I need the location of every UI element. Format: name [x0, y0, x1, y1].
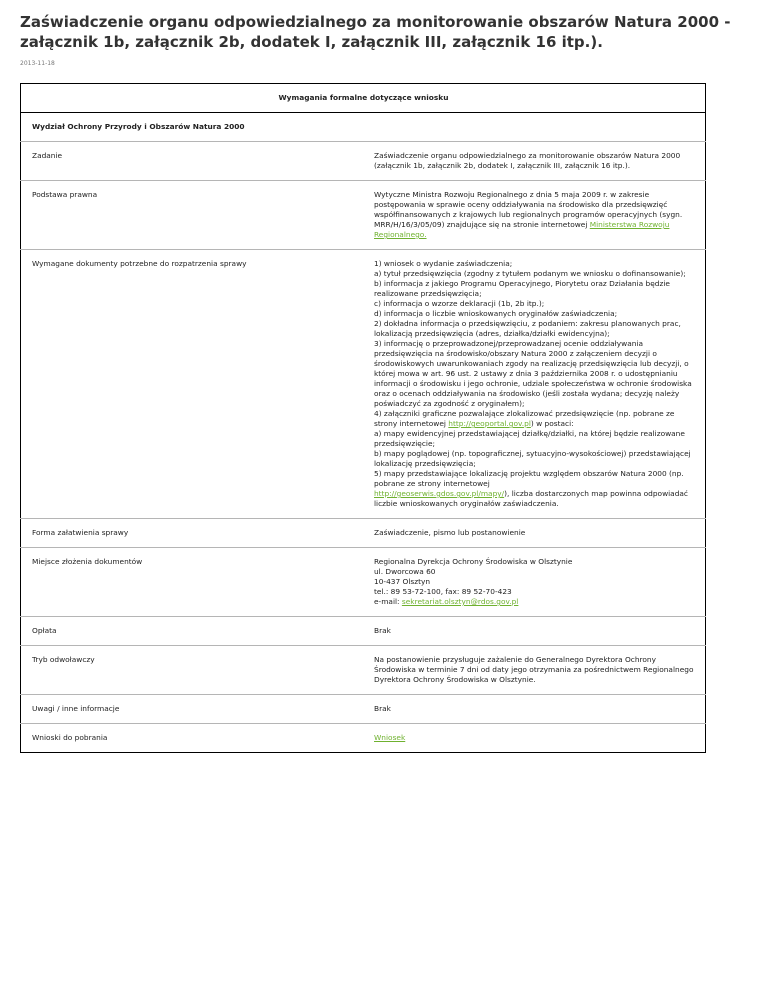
address-line: 10-437 Olsztyn [374, 577, 431, 586]
doc-line: c) informacja o wzorze deklaracji (1b, 2b itp.); [374, 299, 545, 308]
table-row [21, 724, 706, 753]
doc-line: 3) informację o przeprowadzonej/przeprowadzanej ocenie oddziaływania przedsięwzięcia na środowisko/obszary Natura 2000 z załączeniem decyzji o środowiskowych uwarunkowaniach zgody na realizację przedsięwzięcia lub decyzji, o której mowa w art. 96 ust. 2 ustawy z dnia 3 października 2008 r. o udostępnianiu informacji o środowisku i jego ochronie, udziale społeczeństwa w ochronie środowiska oraz o ocenach oddziaływania na środowisko (jeśli została wydana; decyzję należy poświadczyć za zgodność z oryginałem); [374, 339, 692, 408]
department-name: Wydział Ochrony Przyrody i Obszarów Natura 2000 [21, 113, 706, 142]
doc-line: b) mapy poglądowej (np. topograficznej, sytuacyjno-wysokościowej) przedstawiającej lokalizację przedsięwzięcia; [374, 449, 691, 468]
download-wniosek-link[interactable]: Wniosek [374, 733, 406, 742]
table-row [21, 142, 706, 181]
geoserwis-link[interactable]: http://geoserwis.gdos.gov.pl/mapy/ [374, 489, 505, 498]
table-row [21, 646, 706, 695]
row-value-wnioski [363, 724, 706, 753]
email-line [374, 597, 695, 607]
row-value-uwagi: Brak [363, 695, 706, 724]
table-row [21, 617, 706, 646]
address-line: ul. Dworcowa 60 [374, 567, 436, 576]
row-value-oplata: Brak [363, 617, 706, 646]
email-link[interactable]: sekretariat.olsztyn@rdos.gov.pl [401, 597, 519, 606]
doc-line-4-post: ) w postaci: [530, 419, 574, 428]
row-label-oplata: Opłata [21, 617, 364, 646]
podstawa-text: Wytyczne Ministra Rozwoju Regionalnego z dnia 5 maja 2009 r. w zakresie postępowania w sprawie oceny oddziaływania na środowisko dla przedsięwzięć współfinansowanych z krajowych lub regionalnych programów operacyjnych (sygn. MRR/H/16/3/05/09) znajdujące się na stronie internetowej [374, 190, 683, 229]
row-value-zadanie: Zaświadczenie organu odpowiedzialnego za monitorowanie obszarów Natura 2000 (załącznik 1b, załącznik 2b, dodatek I, załącznik III, załącznik 16 itp.). [363, 142, 706, 181]
table-row [21, 519, 706, 548]
publication-date: 2013-11-18 [20, 60, 55, 67]
row-label-miejsce: Miejsce złożenia dokumentów [21, 548, 364, 617]
table-row [21, 695, 706, 724]
doc-line-4 [374, 409, 695, 429]
table-heading-row [21, 84, 706, 113]
doc-line: a) tytuł przedsięwzięcia (zgodny z tytułem podanym we wniosku o dofinansowanie); [374, 269, 686, 278]
row-label-wnioski: Wnioski do pobrania [21, 724, 364, 753]
doc-line: b) informacja z jakiego Programu Operacyjnego, Piorytetu oraz Działania będzie realizowane przedsięwzięcia; [374, 279, 670, 298]
table-heading: Wymagania formalne dotyczące wniosku [21, 84, 706, 113]
table-row [21, 250, 706, 519]
doc-line-4-pre: 4) załączniki graficzne pozwalające zlokalizować przedsięwzięcie (np. pobrane ze strony internetowej [374, 409, 675, 428]
doc-line-last [374, 489, 695, 509]
page-title: Zaświadczenie organu odpowiedzialnego za monitorowanie obszarów Natura 2000 - załącznik 1b, załącznik 2b, dodatek I, załącznik III, załącznik 16 itp.). [20, 13, 731, 51]
table-row [21, 181, 706, 250]
address-line: tel.: 89 53-72-100, fax: 89 52-70-423 [374, 587, 512, 596]
address-line: Regionalna Dyrekcja Ochrony Środowiska w Olsztynie [374, 557, 573, 566]
table-row [21, 548, 706, 617]
doc-line: d) informacja o liczbie wnioskowanych oryginałów zaświadczenia; [374, 309, 618, 318]
row-value-miejsce [363, 548, 706, 617]
row-label-tryb: Tryb odwoławczy [21, 646, 364, 695]
row-label-forma: Forma załatwienia sprawy [21, 519, 364, 548]
doc-line: 2) dokładna informacja o przedsięwzięciu, z podaniem: zakresu planowanych prac, lokalizacją przedsięwzięcia (adres, działka/działki ewidencyjna); [374, 319, 681, 338]
doc-line: 5) mapy przedstawiające lokalizację projektu względem obszarów Natura 2000 (np. pobrane ze strony internetowej [374, 469, 684, 488]
requirements-table [20, 83, 706, 753]
row-label-dokumenty: Wymagane dokumenty potrzebne do rozpatrzenia sprawy [21, 250, 364, 519]
doc-line-last-post: ), liczba dostarczonych map powinna odpowiadać liczbie wnioskowanych oryginałów zaświadczenia. [374, 489, 688, 508]
row-label-uwagi: Uwagi / inne informacje [21, 695, 364, 724]
doc-line: a) mapy ewidencyjnej przedstawiającej działkę/działki, na której będzie realizowane przedsięwzięcie; [374, 429, 685, 448]
geoportal-link[interactable]: http://geoportal.gov.pl [448, 419, 531, 428]
department-row [21, 113, 706, 142]
row-label-podstawa: Podstawa prawna [21, 181, 364, 250]
row-value-dokumenty [363, 250, 706, 519]
email-prefix: e-mail: [374, 597, 402, 606]
row-label-zadanie: Zadanie [21, 142, 364, 181]
row-value-forma: Zaświadczenie, pismo lub postanowienie [363, 519, 706, 548]
doc-line: 1) wniosek o wydanie zaświadczenia; [374, 259, 513, 268]
row-value-tryb: Na postanowienie przysługuje zażalenie do Generalnego Dyrektora Ochrony Środowiska w terminie 7 dni od daty jego otrzymania za pośrednictwem Regionalnego Dyrektora Ochrony Środowiska w Olsztynie. [363, 646, 706, 695]
row-value-podstawa [363, 181, 706, 250]
ministry-link[interactable]: Ministerstwa Rozwoju Regionalnego. [374, 220, 670, 239]
